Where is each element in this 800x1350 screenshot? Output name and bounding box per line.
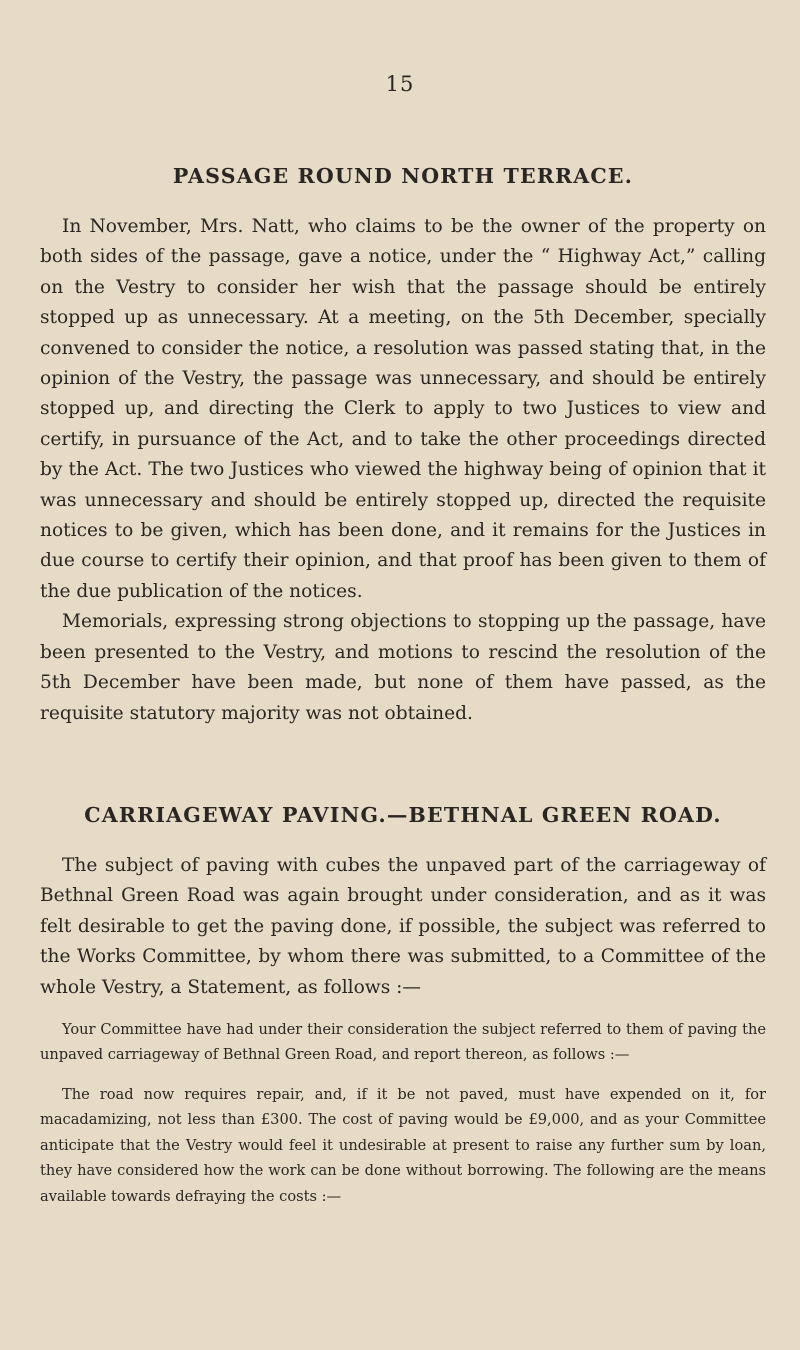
paragraph-passage-memorials: Memorials, expressing strong objections to stopping up the passage, have been presented to the Vestry, and motions to rescind the resolution of the 5th December have been made, but none of them have passed, as the requisite statutory majority was not obtained. <box>40 611 766 724</box>
statement-committee-report: Your Committee have had under their consideration the subject referred to them of paving the unpaved carriageway of Bethnal Green Road, and report thereon, as follows :— <box>40 1020 766 1064</box>
page-number: 15 <box>385 72 415 96</box>
section-heading-carriageway: CARRIAGEWAY PAVING.—BETHNAL GREEN ROAD. <box>84 802 722 827</box>
paragraph-carriageway-subject: The subject of paving with cubes the unpaved part of the carriageway of Bethnal Green Road was again brought under consideration, and as it was felt desirable to get the paving done, if possible, the subject was referred to the Works Committee, by whom there was submitted, to a Committee of the whole Vestry, a Statement, as follows :— <box>40 854 766 998</box>
section-heading-passage: PASSAGE ROUND NORTH TERRACE. <box>172 164 634 188</box>
paragraph-passage-notice: In November, Mrs. Natt, who claims to be the owner of the property on both sides of the passage, gave a notice, under the “ Highway Act,” calling on the Vestry to consider her wish that the passage should be entirely stopped up as unnecessary. At a meeting, on the 5th December, specially convened to consider the notice, a resolution was passed stating that, in the opinion of the Vestry, the passage was unnecessary, and should be entirely stopped up, and directing the Clerk to apply to two Justices to view and certify, in pursuance of the Act, and to take the other proceedings directed by the Act. The two Justices who viewed the highway being of opinion that it was unnecessary and should be entirely stopped up, directed the requisite notices to be given, which has been done, and it remains for the Justices in due course to certify their opinion, and that proof has been given to them of the due publication of the notices. <box>40 216 766 602</box>
statement-road-costs: The road now requires repair, and, if it be not paved, must have expended on it, for macadamizing, not less than £300. The cost of paving would be £9,000, and as your Committee anticipate that the Vestry would feel it undesirable at present to raise any further sum by loan, they have considered how the work can be done without borrowing. The following are the means available towards defraying the costs :— <box>40 1085 766 1205</box>
